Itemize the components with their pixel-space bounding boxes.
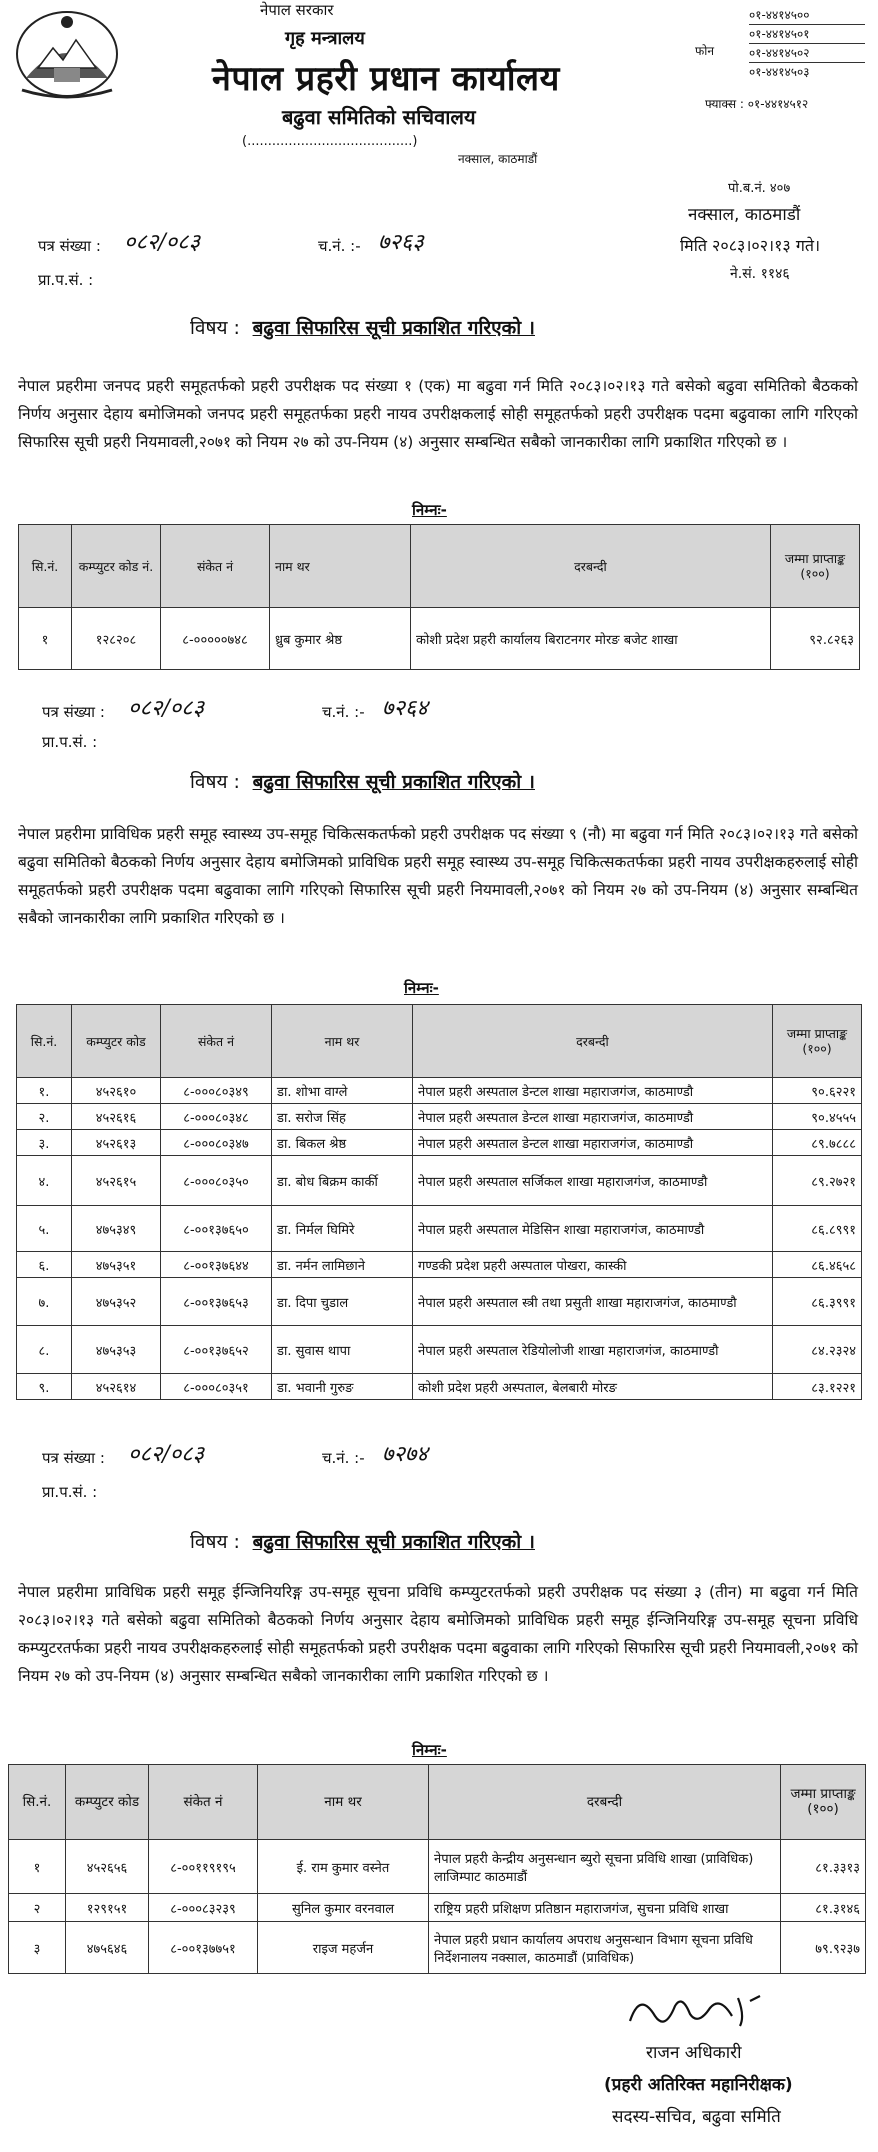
paragraph-3: नेपाल प्रहरीमा प्राविधिक प्रहरी समूह ईन्जिनियरिङ्ग उप-समूह सूचना प्रविधि कम्प्युटरतर्फको प्रहरी उपरीक्षक पद संख्या ३ (तीन) मा बढुवा गर्न मिति २०८३।०२।१३ गते बसेको बढुवा समितिको बैठकको निर्णय अनुसार देहाय बमोजिमको प्राविधिक प्रहरी समूह ईन्जिनियरिङ्ग उप-समूह सूचना प्रविधि कम्प्युटरतर्फका प्रहरी नायव उपरीक्षकहरुलाई सोही समूहतर्फको प्रहरी उपरीक्षक पदमा बढुवाका लागि गरिएको सिफारिस सूची प्रहरी नियमावली,२०७१ को नियम २७ को उप-नियम (४) अनुसार सम्बन्धित सबैको जानकारीका लागि प्रकाशित गरिएको छ । xyxy=(18,1583,858,1685)
cell-sanket: ८-००१३७६४४ xyxy=(161,1252,272,1278)
cell-name: सुनिल कुमार वरनवाल xyxy=(258,1894,429,1922)
col-marks: जम्मा प्राप्ताङ्क (१००) xyxy=(771,525,860,608)
cell-name: डा. बोध बिक्रम कार्की xyxy=(272,1156,413,1206)
table-row xyxy=(19,608,860,670)
patra-value-2: ०८२/०८३ xyxy=(128,696,205,721)
col-sn: सि.नं. xyxy=(17,1005,72,1078)
cell-marks: ८१.३३१३ xyxy=(781,1840,866,1894)
col-code: कम्प्युटर कोड नं. xyxy=(72,525,161,608)
cell-code: ४७५३५२ xyxy=(72,1278,161,1326)
col-darbandi: दरबन्दी xyxy=(429,1765,781,1840)
patra-value-1: ०८२/०८३ xyxy=(124,230,201,255)
subject-label-1: विषय : xyxy=(190,317,240,339)
cell-darbandi: नेपाल प्रहरी अस्पताल स्त्री तथा प्रसुती शाखा महाराजगंज, काठमाण्डौ xyxy=(413,1278,773,1326)
chalani-label-1: च.नं. :- xyxy=(318,237,361,255)
col-sn: सि.नं. xyxy=(19,525,72,608)
table-row xyxy=(17,1252,862,1278)
chalani-value-3: ७२७४ xyxy=(382,1442,428,1467)
cell-darbandi: नेपाल प्रहरी अस्पताल रेडियोलोजी शाखा महाराजगंज, काठमाण्डौ xyxy=(413,1326,773,1374)
col-sanket: संकेत नं xyxy=(161,1005,272,1078)
table-row xyxy=(17,1104,862,1130)
table-row xyxy=(17,1278,862,1326)
cell-sn: ८. xyxy=(17,1326,72,1374)
cell-marks: ९०.४५५५ xyxy=(773,1104,862,1130)
table-row xyxy=(17,1326,862,1374)
cell-code: ४७५६४६ xyxy=(66,1922,149,1974)
cell-marks: ८६.३९९१ xyxy=(773,1278,862,1326)
cell-sanket: ८-००१३७६५३ xyxy=(161,1278,272,1326)
cell-name: डा. बिकल श्रेष्ठ xyxy=(272,1130,413,1156)
cell-sanket: ८-०००८०३४७ xyxy=(161,1130,272,1156)
cell-sanket: ८-०००८०३४८ xyxy=(161,1104,272,1130)
govt-name: नेपाल सरकार xyxy=(260,1,334,19)
po-box: पो.ब.नं. ४०७ xyxy=(728,181,791,196)
cell-code: ४५२६१६ xyxy=(72,1104,161,1130)
cell-code: ४५२६१३ xyxy=(72,1130,161,1156)
table-row xyxy=(17,1374,862,1400)
cell-sanket: ८-००११९१९५ xyxy=(149,1840,258,1894)
nepal-sambat: ने.सं. ११४६ xyxy=(730,266,790,282)
cell-name: डा. दिपा चुडाल xyxy=(272,1278,413,1326)
cell-code: १२८२०८ xyxy=(72,608,161,670)
cell-darbandi: नेपाल प्रहरी प्रधान कार्यालय अपराध अनुसन्धान विभाग सूचना प्रविधि निर्देशनालय नक्साल, काठमाडौं (प्राविधिक) xyxy=(429,1922,781,1974)
cell-name: ध्रुब कुमार श्रेष्ठ xyxy=(270,608,411,670)
subject-label-3: विषय : xyxy=(190,1531,240,1553)
table-header-row xyxy=(9,1765,866,1840)
subject-2 xyxy=(190,768,535,794)
cell-sn: ७. xyxy=(17,1278,72,1326)
cell-sanket: ८-०००८०३५० xyxy=(161,1156,272,1206)
cell-sanket: ८-००१३७६५० xyxy=(161,1206,272,1252)
paragraph-1: नेपाल प्रहरीमा जनपद प्रहरी समूहतर्फको प्रहरी उपरीक्षक पद संख्या १ (एक) मा बढुवा गर्न मिति २०८३।०२।१३ गते बसेको बढुवा समितिको बैठकको निर्णय अनुसार देहाय बमोजिमको जनपद प्रहरी समूहतर्फका प्रहरी नायव उपरीक्षकलाई सोही समूहतर्फको प्रहरी उपरीक्षक पदमा बढुवाका लागि गरिएको सिफारिस सूची प्रहरी नियमावली,२०७१ को नियम २७ को उप-नियम (४) अनुसार सम्बन्धित सबैको जानकारीका लागि प्रकाशित गरिएको छ । xyxy=(18,377,858,451)
cell-marks: ८३.१२२१ xyxy=(773,1374,862,1400)
col-sanket: संकेत नं xyxy=(161,525,270,608)
col-code: कम्प्युटर कोड xyxy=(66,1765,149,1840)
cell-name: डा. सरोज सिंह xyxy=(272,1104,413,1130)
phone-3: ०१-४४१४५०२ xyxy=(749,44,865,63)
cell-marks: ८९.७८८८ xyxy=(773,1130,862,1156)
cell-sanket: ८-००१३७७५१ xyxy=(149,1922,258,1974)
col-code: कम्प्युटर कोड xyxy=(72,1005,161,1078)
cell-darbandi: नेपाल प्रहरी अस्पताल डेन्टल शाखा महाराजगंज, काठमाण्डौ xyxy=(413,1104,773,1130)
cell-sn: २ xyxy=(9,1894,66,1922)
table-row xyxy=(17,1156,862,1206)
cell-code: ४५२६१० xyxy=(72,1078,161,1104)
cell-code: ४७५३५३ xyxy=(72,1326,161,1374)
patra-value-3: ०८२/०८३ xyxy=(128,1442,205,1467)
nimna-2: निम्नः- xyxy=(404,979,439,997)
cell-sn: १. xyxy=(17,1078,72,1104)
table-row xyxy=(17,1206,862,1252)
handwritten-signature xyxy=(620,1986,770,2036)
cell-name: ई. राम कुमार वस्नेत xyxy=(258,1840,429,1894)
dotted-line: (........................................) xyxy=(242,134,418,149)
patra-label-3: पत्र संख्या : xyxy=(42,1449,105,1467)
subject-text-1: बढुवा सिफारिस सूची प्रकाशित गरिएको । xyxy=(252,317,535,339)
cell-sanket: ८-०००८३२३९ xyxy=(149,1894,258,1922)
cell-darbandi: नेपाल प्रहरी केन्द्रीय अनुसन्धान ब्युरो सूचना प्रविधि शाखा (प्राविधिक) लाजिम्पाट काठमाडौं xyxy=(429,1840,781,1894)
cell-darbandi: नेपाल प्रहरी अस्पताल डेन्टल शाखा महाराजगंज, काठमाण्डौ xyxy=(413,1078,773,1104)
table-row xyxy=(17,1078,862,1104)
cell-marks: ८१.३१४६ xyxy=(781,1894,866,1922)
col-sanket: संकेत नं xyxy=(149,1765,258,1840)
cell-sn: १ xyxy=(19,608,72,670)
nimna-3: निम्नः- xyxy=(412,1741,447,1759)
col-darbandi: दरबन्दी xyxy=(411,525,771,608)
cell-marks: ९२.८२६३ xyxy=(771,608,860,670)
cell-darbandi: नेपाल प्रहरी अस्पताल सर्जिकल शाखा महाराजगंज, काठमाण्डौ xyxy=(413,1156,773,1206)
chalani-label-2: च.नं. :- xyxy=(322,703,365,721)
subject-3 xyxy=(190,1528,535,1554)
chalani-value-2: ७२६४ xyxy=(382,696,428,721)
chalani-label-3: च.नं. :- xyxy=(322,1449,365,1467)
phone-4: ०१-४४१४५०३ xyxy=(749,65,810,79)
signatory-name: राजन अधिकारी xyxy=(646,2043,742,2063)
cell-sn: २. xyxy=(17,1104,72,1130)
signatory-role: सदस्य-सचिव, बढुवा समिति xyxy=(612,2107,781,2127)
cell-code: १२९१५१ xyxy=(66,1894,149,1922)
cell-sn: ३. xyxy=(17,1130,72,1156)
signatory-rank: (प्रहरी अतिरिक्त महानिरीक्षक) xyxy=(604,2075,793,2095)
cell-sanket: ८-०००००७४८ xyxy=(161,608,270,670)
cell-sn: ९. xyxy=(17,1374,72,1400)
table-row xyxy=(9,1922,866,1974)
col-name: नाम थर xyxy=(258,1765,429,1840)
cell-code: ४७५३४९ xyxy=(72,1206,161,1252)
cell-code: ४५२६१४ xyxy=(72,1374,161,1400)
cell-name: राइज महर्जन xyxy=(258,1922,429,1974)
prapa-1: प्रा.प.सं. : xyxy=(38,271,94,289)
cell-name: डा. शोभा वाग्ले xyxy=(272,1078,413,1104)
subject-1 xyxy=(190,314,535,340)
table-2 xyxy=(16,1004,862,1400)
cell-sn: ४. xyxy=(17,1156,72,1206)
chalani-value-1: ७२६३ xyxy=(378,230,424,255)
col-marks: जम्मा प्राप्ताङ्क (१००) xyxy=(781,1765,866,1840)
fax-number: फ्याक्स : ०१-४४१४५१२ xyxy=(705,97,809,111)
patra-label-1: पत्र संख्या : xyxy=(38,237,101,255)
letter-date: मिति २०८३।०२।१३ गते। xyxy=(680,236,821,255)
table-1 xyxy=(18,524,860,670)
cell-marks: ८६.४६५८ xyxy=(773,1252,862,1278)
cell-darbandi: राष्ट्रिय प्रहरी प्रशिक्षण प्रतिष्ठान महाराजगंज, सुचना प्रविधि शाखा xyxy=(429,1894,781,1922)
secretariat-title: बढुवा समितिको सचिवालय xyxy=(282,105,476,129)
phone-block xyxy=(695,6,865,113)
cell-name: डा. भवानी गुरुङ xyxy=(272,1374,413,1400)
cell-marks: ८४.२३२४ xyxy=(773,1326,862,1374)
cell-name: डा. निर्मल घिमिरे xyxy=(272,1206,413,1252)
phone-2: ०१-४४१४५०१ xyxy=(749,25,865,44)
cell-darbandi: कोशी प्रदेश प्रहरी अस्पताल, बेलबारी मोरङ xyxy=(413,1374,773,1400)
cell-name: डा. नर्मन लामिछाने xyxy=(272,1252,413,1278)
cell-sn: ३ xyxy=(9,1922,66,1974)
subject-label-2: विषय : xyxy=(190,771,240,793)
col-name: नाम थर xyxy=(270,525,411,608)
cell-darbandi: नेपाल प्रहरी अस्पताल मेडिसिन शाखा महाराजगंज, काठमाण्डौ xyxy=(413,1206,773,1252)
prapa-2: प्रा.प.सं. : xyxy=(42,733,98,751)
cell-sn: १ xyxy=(9,1840,66,1894)
cell-sn: ६. xyxy=(17,1252,72,1278)
cell-name: डा. सुवास थापा xyxy=(272,1326,413,1374)
cell-sanket: ८-०००८०३५१ xyxy=(161,1374,272,1400)
cell-code: ४७५३५१ xyxy=(72,1252,161,1278)
cell-marks: ८६.८९९१ xyxy=(773,1206,862,1252)
cell-code: ४५२६१५ xyxy=(72,1156,161,1206)
cell-darbandi: गण्डकी प्रदेश प्रहरी अस्पताल पोखरा, कास्की xyxy=(413,1252,773,1278)
subject-text-3: बढुवा सिफारिस सूची प्रकाशित गरिएको । xyxy=(252,1531,535,1553)
cell-sanket: ८-००१३७६५२ xyxy=(161,1326,272,1374)
ministry-name: गृह मन्त्रालय xyxy=(285,28,365,49)
nimna-1: निम्नः- xyxy=(412,501,447,519)
cell-marks: ७९.९२३७ xyxy=(781,1922,866,1974)
patra-label-2: पत्र संख्या : xyxy=(42,703,105,721)
office-title: नेपाल प्रहरी प्रधान कार्यालय xyxy=(212,59,560,99)
phone-1: ०१-४४१४५०० xyxy=(749,6,865,25)
prapa-3: प्रा.प.सं. : xyxy=(42,1483,98,1501)
cell-sn: ५. xyxy=(17,1206,72,1252)
table-header-row xyxy=(19,525,860,608)
subject-text-2: बढुवा सिफारिस सूची प्रकाशित गरिएको । xyxy=(252,771,535,793)
cell-code: ४५२६५६ xyxy=(66,1840,149,1894)
table-row xyxy=(9,1894,866,1922)
table-row xyxy=(17,1130,862,1156)
cell-darbandi: कोशी प्रदेश प्रहरी कार्यालय बिराटनगर मोरङ बजेट शाखा xyxy=(411,608,771,670)
nepal-emblem-icon xyxy=(8,8,126,100)
stamp-address: नक्साल, काठमाडौं xyxy=(458,152,538,166)
col-sn: सि.नं. xyxy=(9,1765,66,1840)
col-marks: जम्मा प्राप्ताङ्क (१००) xyxy=(773,1005,862,1078)
table-3 xyxy=(8,1764,866,1974)
col-name: नाम थर xyxy=(272,1005,413,1078)
col-darbandi: दरबन्दी xyxy=(413,1005,773,1078)
city-address: नक्साल, काठमाडौं xyxy=(688,205,801,225)
cell-marks: ९०.६२२१ xyxy=(773,1078,862,1104)
cell-marks: ८९.२७२१ xyxy=(773,1156,862,1206)
paragraph-2: नेपाल प्रहरीमा प्राविधिक प्रहरी समूह स्वास्थ्य उप-समूह चिकित्सकतर्फको प्रहरी उपरीक्षक पद संख्या ९ (नौ) मा बढुवा गर्न मिति २०८३।०२।१३ गते बसेको बढुवा समितिको बैठकको निर्णय अनुसार देहाय बमोजिमको प्राविधिक प्रहरी समूह स्वास्थ्य उप-समूह चिकित्सकतर्फका प्रहरी नायव उपरीक्षकहरुलाई सोही समूहतर्फको प्रहरी उपरीक्षक पदमा बढुवाका लागि गरिएको सिफारिस सूची प्रहरी नियमावली,२०७१ को नियम २७ को उप-नियम (४) अनुसार सम्बन्धित सबैको जानकारीका लागि प्रकाशित गरिएको छ । xyxy=(18,825,858,927)
cell-sanket: ८-०००८०३४९ xyxy=(161,1078,272,1104)
table-header-row xyxy=(17,1005,862,1078)
phone-label: फोन xyxy=(695,44,715,58)
cell-darbandi: नेपाल प्रहरी अस्पताल डेन्टल शाखा महाराजगंज, काठमाण्डौ xyxy=(413,1130,773,1156)
table-row xyxy=(9,1840,866,1894)
